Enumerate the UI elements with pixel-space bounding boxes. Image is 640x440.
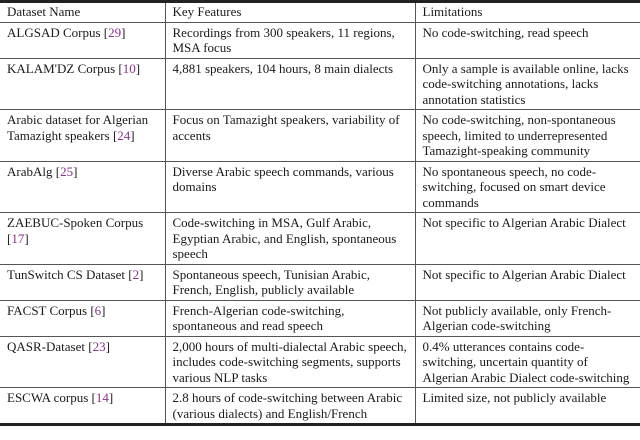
key-features-cell: Focus on Tamazight speakers, variability of accents bbox=[165, 110, 415, 162]
key-features-cell: French-Algerian code-switching, spontaneous and read speech bbox=[165, 300, 415, 336]
table-row bbox=[0, 336, 640, 388]
dataset-name-cell: FACST Corpus [6] bbox=[0, 300, 165, 336]
dataset-name: TunSwitch CS Dataset bbox=[7, 266, 125, 282]
dataset-name: KALAM'DZ Corpus bbox=[7, 60, 116, 76]
table-row bbox=[0, 213, 640, 265]
dataset-name: ArabAlg bbox=[7, 163, 53, 179]
header-dataset-name: Dataset Name bbox=[0, 2, 165, 23]
citation-link[interactable]: 10 bbox=[122, 60, 136, 76]
header-limitations: Limitations bbox=[415, 2, 640, 23]
dataset-name: ESCWA corpus bbox=[7, 390, 89, 405]
citation-link[interactable]: 17 bbox=[11, 230, 25, 246]
dataset-name: ALGSAD Corpus bbox=[7, 24, 101, 40]
table-row bbox=[0, 110, 640, 162]
key-features-cell: Code-switching in MSA, Gulf Arabic, Egyptian Arabic, and English, spontaneous speech bbox=[165, 213, 415, 265]
limitations-cell: Only a sample is available online, lacks code-switching annotations, lacks annotation statistics bbox=[415, 58, 640, 110]
limitations-cell: No code-switching, read speech bbox=[415, 22, 640, 58]
header-row bbox=[0, 2, 640, 23]
dataset-name-cell: KALAM'DZ Corpus [10] bbox=[0, 58, 165, 110]
dataset-name-cell: ALGSAD Corpus [29] bbox=[7, 24, 126, 40]
limitations-cell: No code-switching, non-spontaneous speech, limited to underrepresented Tamazight-speaking community bbox=[415, 110, 640, 162]
dataset-name-cell: ArabAlg [25] bbox=[0, 161, 165, 213]
dataset-name-cell: ZAEBUC-Spoken Corpus [17] bbox=[0, 213, 165, 265]
citation-link[interactable]: 6 bbox=[94, 302, 102, 318]
dataset-name-cell: TunSwitch CS Dataset [2] bbox=[0, 264, 165, 300]
key-features-cell: 2,000 hours of multi-dialectal Arabic speech, includes code-switching segments, supports various NLP tasks bbox=[165, 336, 415, 388]
table-row bbox=[0, 58, 640, 110]
dataset-name: ZAEBUC-Spoken Corpus bbox=[7, 215, 144, 230]
dataset-name-cell: Arabic dataset for Algerian Tamazight speakers [24] bbox=[0, 110, 165, 162]
limitations-cell: Not specific to Algerian Arabic Dialect bbox=[415, 213, 640, 265]
citation-link[interactable]: 14 bbox=[95, 390, 109, 405]
table-row bbox=[0, 300, 640, 336]
limitations-cell: Not publicly available, only French-Algerian code-switching bbox=[415, 300, 640, 336]
table-row bbox=[0, 264, 640, 300]
citation-link[interactable]: 23 bbox=[92, 338, 106, 354]
citation-link[interactable]: 25 bbox=[60, 163, 74, 179]
key-features-cell: 2.8 hours of code-switching between Arabic (various dialects) and English/French bbox=[165, 388, 415, 425]
header-key-features: Key Features bbox=[165, 2, 415, 23]
dataset-name-cell: ESCWA corpus [14] bbox=[0, 388, 165, 425]
key-features-cell: Recordings from 300 speakers, 11 regions, MSA focus bbox=[165, 22, 415, 58]
limitations-cell: 0.4% utterances contains code-switching, uncertain quantity of Algerian Arabic Dialect code-switching bbox=[415, 336, 640, 388]
limitations-cell: Limited size, not publicly available bbox=[415, 388, 640, 425]
citation-link[interactable]: 2 bbox=[132, 266, 140, 282]
citation-link[interactable]: 29 bbox=[108, 24, 122, 40]
dataset-name-cell: QASR-Dataset [23] bbox=[0, 336, 165, 388]
table-row bbox=[0, 161, 640, 213]
key-features-cell: 4,881 speakers, 104 hours, 8 main dialects bbox=[165, 58, 415, 110]
table-row bbox=[0, 388, 640, 425]
dataset-name: FACST Corpus bbox=[7, 302, 88, 318]
dataset-name: QASR-Dataset bbox=[7, 338, 85, 354]
citation-link[interactable]: 24 bbox=[117, 127, 131, 143]
limitations-cell: Not specific to Algerian Arabic Dialect bbox=[415, 264, 640, 300]
table-row bbox=[0, 22, 640, 58]
key-features-cell: Spontaneous speech, Tunisian Arabic, French, English, publicly available bbox=[165, 264, 415, 300]
limitations-cell: No spontaneous speech, no code-switching, focused on smart device commands bbox=[415, 161, 640, 213]
key-features-cell: Diverse Arabic speech commands, various domains bbox=[165, 161, 415, 213]
dataset-name: Arabic dataset for Algerian Tamazight speakers bbox=[7, 112, 149, 143]
